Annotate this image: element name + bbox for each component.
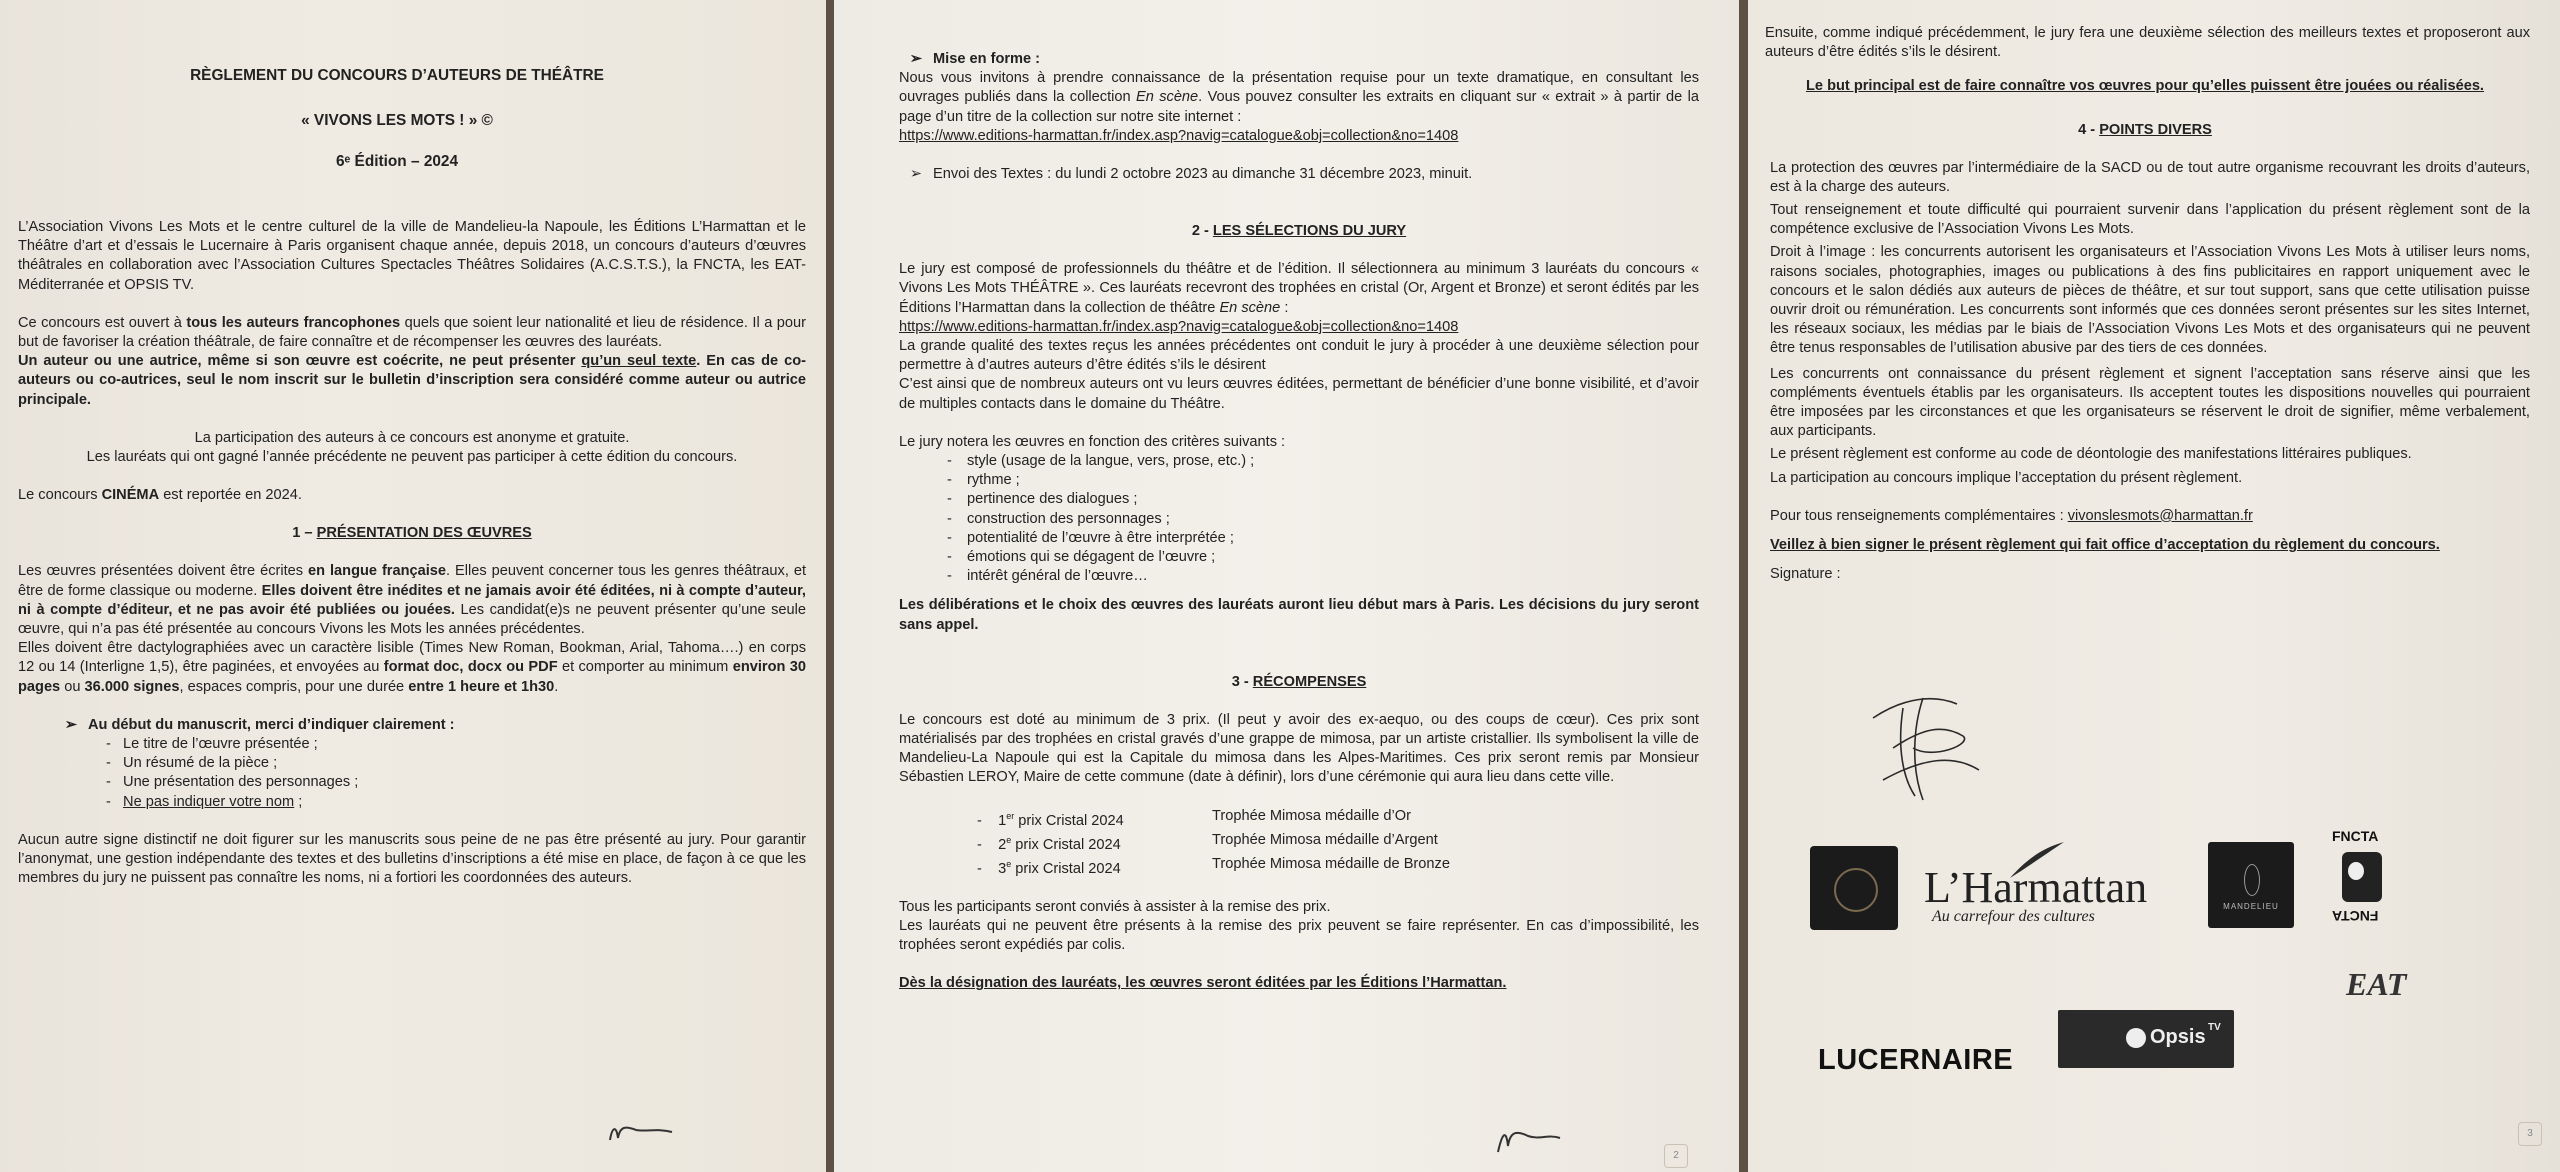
arrow-bullet-icon: ➢ xyxy=(909,166,923,183)
section-4-number: 4 - xyxy=(2078,121,2100,138)
cinema-text-b: CINÉMA xyxy=(101,487,160,504)
page-1 xyxy=(0,0,826,1172)
send-dates-text: Envoi des Textes : du lundi 2 octobre 2023 au dimanche 31 décembre 2023, minuit. xyxy=(933,166,1473,183)
open-text-a: Ce concours est ouvert à xyxy=(18,314,187,331)
list-item: - rythme ; xyxy=(947,471,1699,490)
prizes-list xyxy=(977,807,1699,879)
fncta-logo xyxy=(2328,828,2398,928)
open-paragraph xyxy=(18,314,806,352)
prize-rank-number: 2 xyxy=(998,836,1007,853)
prize-rank-number: 3 xyxy=(998,860,1007,877)
anonymous-note: La participation des auteurs à ce concours est anonyme et gratuite. xyxy=(194,429,630,446)
works-text-a: Les œuvres présentées doivent être écrites xyxy=(18,563,309,580)
mandelieu-label: MANDELIEU xyxy=(2223,902,2279,911)
prize-rank-suffix: e xyxy=(1006,858,1012,869)
image-rights-paragraph: Droit à l’image : les concurrents autorisent les organisateurs et l’Association Vivons Les Mots à utiliser leurs noms, raisons sociales, photographies, images ou publications à des fins publicitaires en rapport uniquement avec le concours et le salon dédiés aux auteurs de pièces de théâtre, et sur tout support, sans que cette utilisation puisse ouvrir droit ou rémunération. Les concurrents sont informés que ces données seront présentes sur les sites Internet, les réseaux sociaux, les médias par le biais de l’Association Vivons Les Mots et des organisateurs qui ne peuvent être tenus responsables de l’utilisation abusive par des tiers de ces données. xyxy=(1770,244,2530,357)
send-dates xyxy=(899,165,1699,184)
jury-text-a: Le jury est composé de professionnels du théâtre et de l’édition. Il sélectionnera au minimum 3 lauréats du concours « Vivons Les Mots THÉÂTRE ». Ces lauréats recevront des trophées en cristal (Or, Argent et Bronze) et seront édités par les Éditions l’Harmattan dans la collection de théâtre xyxy=(899,261,1699,316)
cinema-text-c: est reportée en 2024. xyxy=(159,487,302,504)
prize-label: prix Cristal 2024 xyxy=(1011,836,1121,853)
no-name-tail: ; xyxy=(294,793,303,810)
arrow-bullet-icon: ➢ xyxy=(909,51,923,67)
typed-text-h: entre 1 heure et 1h30 xyxy=(408,678,555,695)
sign-request: Veillez à bien signer le présent règlement qui fait office d’acceptation du règlement du concours. xyxy=(1770,537,2440,554)
opsis-tv-logo xyxy=(2058,1010,2234,1068)
list-item: - Un résumé de la pièce ; xyxy=(106,754,806,773)
manuscript-heading xyxy=(18,716,806,735)
initials-signature-icon xyxy=(606,1118,676,1148)
format-text-b: En scène xyxy=(1136,89,1199,106)
section-3-number: 3 - xyxy=(1231,673,1253,690)
fncta-label-bottom: FNCTA xyxy=(2332,908,2379,924)
jury-text-c: : xyxy=(1280,299,1289,316)
second-selection-paragraph: La grande qualité des textes reçus les années précédentes ont conduit le jury à procéder à une deuxième sélection pour permettre à d’autres auteurs d’être édités s’ils le désirent xyxy=(899,338,1699,374)
page-number: 3 xyxy=(2518,1122,2542,1146)
harmattan-logo xyxy=(1924,840,2154,930)
page-gap xyxy=(826,0,834,1172)
invited-paragraph: Tous les participants seront conviés à assister à la remise des prix. xyxy=(899,898,1331,915)
format-heading-text: Mise en forme : xyxy=(933,51,1041,67)
cinema-note xyxy=(18,486,806,505)
prize-trophy: Trophée Mimosa médaille de Bronze xyxy=(1212,855,1450,872)
typed-text-f: 36.000 signes xyxy=(84,678,180,695)
opsis-tv-label: TV xyxy=(2208,1022,2221,1033)
list-item: - Une présentation des personnages ; xyxy=(106,773,806,792)
protection-paragraph: La protection des œuvres par l’intermédiaire de la SACD ou de tout autre organisme recouvrant les droits d’auteurs, est à la charge des auteurs. xyxy=(1770,159,2530,195)
section-4-title: POINTS DIVERS xyxy=(2099,121,2212,138)
coauthor-text-a: Un auteur ou une autrice, même si son œuvre est coécrite, ne peut présenter xyxy=(18,353,582,370)
prize-rank: - 2e prix Cristal 2024 xyxy=(977,834,1121,853)
list-item: - émotions qui se dégagent de l’œuvre ; xyxy=(947,548,1699,567)
coauthor-text-c: . En cas de co-auteurs ou co-autrices, seul le nom inscrit sur le bulletin d’inscription sera considéré comme auteur ou autrice principale. xyxy=(18,353,806,408)
visibility-paragraph: C’est ainsi que de nombreux auteurs ont vu leurs œuvres éditées, permettant de bénéficier d’une bonne visibilité, et d’avoir de multiples contacts dans le domaine du Théâtre. xyxy=(899,376,1699,412)
prize-trophy: Trophée Mimosa médaille d’Or xyxy=(1212,807,1411,824)
no-name-instruction: Ne pas indiquer votre nom xyxy=(123,793,295,810)
works-text-e: Les candidat(e)s ne peuvent présenter qu’une seule œuvre, qui n’a pas été présentée au concours Vivons les Mots les années précédentes. xyxy=(18,601,806,638)
typed-text-a: Elles doivent être dactylographiées avec un caractère lisible (Times New Roman, Bookman, Arial, Tahoma….) en corps 12 ou 14 (Interligne 1,5), être paginées, et envoyées au xyxy=(18,640,806,676)
page-gap xyxy=(1739,0,1748,1172)
format-text-a: Nous vous invitons à prendre connaissance de la présentation requise pour un texte dramatique, en consultant les ouvrages publiés dans la collection xyxy=(899,70,1699,106)
lucernaire-logo: LUCERNAIRE xyxy=(1818,1044,2014,1076)
typed-text-i: . xyxy=(554,678,559,695)
coauthor-paragraph xyxy=(18,352,806,410)
harmattan-name: L’Harmattan xyxy=(1924,863,2148,912)
coauthor-text-b: qu’un seul texte xyxy=(581,353,697,370)
anonymity-paragraph: Aucun autre signe distinctif ne doit figurer sur les manuscrits sous peine de ne pas être présenté au jury. Pour garantir l’anonymat, une gestion indépendante des textes et des bulletins d’inscriptions a été mise en place, de façon à ce que les membres du jury ne puissent pas connaître les noms, ni a fortiori les coordonnées des auteurs. xyxy=(18,831,806,887)
works-text-c: . Elles peuvent concerner tous les genres théâtraux, et être de forme classique ou moderne. xyxy=(18,563,806,599)
typed-text-b: format doc, docx ou PDF xyxy=(383,659,558,676)
manuscript-heading-text: Au début du manuscrit, merci d’indiquer clairement : xyxy=(88,716,455,733)
prize-rank: - 1er prix Cristal 2024 xyxy=(977,810,1124,829)
deontology-paragraph: Le présent règlement est conforme au code de déontologie des manifestations littéraires publiques. xyxy=(1770,446,2412,463)
main-goal: Le but principal est de faire connaître vos œuvres pour qu’elles puissent être jouées ou réalisées. xyxy=(1805,78,2484,95)
prize-rank: - 3e prix Cristal 2024 xyxy=(977,858,1121,877)
handwritten-signature-icon xyxy=(1853,688,1993,808)
intro-paragraph: L’Association Vivons Les Mots et le centre culturel de la ville de Mandelieu-la Napoule, les Éditions L’Harmattan et le Théâtre d’art et d’essais le Lucernaire à Paris organisent chaque année, depuis 2018, un concours d’auteurs d’œuvres théâtrales en collaboration avec l’Association Cultures Spectacles Théâtres Solidaires (A.C.S.T.S.), la FNCTA, les EAT-Méditerranée et OPSIS TV. xyxy=(18,219,806,293)
contact-line xyxy=(1760,507,2530,526)
section-1-number: 1 – xyxy=(292,525,317,542)
works-paragraph xyxy=(18,562,806,639)
prize-rank-suffix: er xyxy=(1006,810,1015,821)
section-1-heading xyxy=(18,524,806,543)
section-2-number: 2 - xyxy=(1191,223,1213,240)
eat-label: EAT xyxy=(2346,966,2407,1002)
fncta-label: FNCTA xyxy=(2332,828,2379,844)
section-4-heading xyxy=(1760,121,2530,140)
collection-link[interactable]: https://www.editions-harmattan.fr/index.asp?navig=catalogue&obj=collection&no=1408 xyxy=(899,127,1459,144)
list-item: - style (usage de la langue, vers, prose, etc.) ; xyxy=(947,452,1699,471)
prize-label: prix Cristal 2024 xyxy=(1014,812,1124,829)
works-text-d: Elles doivent être inédites et ne jamais avoir été éditées, ni à compte d’auteur, ni à compte d’éditeur, et ne pas avoir été publiées ou jouées. xyxy=(18,582,806,618)
open-text-b: tous les auteurs francophones xyxy=(186,314,401,331)
prize-row xyxy=(977,807,1699,831)
section-3-heading xyxy=(899,673,1699,692)
edition-label: 6ᵉ Édition – 2024 xyxy=(335,153,459,170)
prize-row xyxy=(977,831,1699,855)
criteria-intro: Le jury notera les œuvres en fonction des critères suivants : xyxy=(899,433,1286,450)
harmattan-tagline: Au carrefour des cultures xyxy=(1932,908,2095,925)
second-selection-note: Ensuite, comme indiqué précédemment, le jury fera une deuxième sélection des meilleurs textes et proposeront aux auteurs d’être édités s’ils le désirent. xyxy=(1765,25,2530,61)
typed-text-c: et comporter au minimum xyxy=(557,659,733,676)
works-text-b: en langue française xyxy=(308,563,447,580)
prize-rank-suffix: e xyxy=(1006,834,1012,845)
page-2 xyxy=(834,0,1739,1172)
typed-text-d: environ 30 pages xyxy=(18,659,807,695)
rules-title: RÈGLEMENT DU CONCOURS D’AUTEURS DE THÉÂTRE xyxy=(190,67,604,84)
published-paragraph: Dès la désignation des lauréats, les œuvres seront éditées par les Éditions l’Harmattan. xyxy=(899,975,1507,992)
contact-label: Pour tous renseignements complémentaires : xyxy=(1770,507,2068,524)
initials-signature-icon xyxy=(1494,1122,1564,1156)
section-2-heading xyxy=(899,222,1699,241)
jury-paragraph xyxy=(899,260,1699,318)
info-paragraph: Tout renseignement et toute difficulté qui pourraient survenir dans l’application du présent règlement sont de la compétence exclusive de l’Association Vivons Les Mots. xyxy=(1770,202,2530,238)
signature-label: Signature : xyxy=(1770,566,1841,583)
criteria-list xyxy=(899,452,1699,586)
deliberation-paragraph: Les délibérations et le choix des œuvres des lauréats auront lieu début mars à Paris. Les décisions du jury seront sans appel. xyxy=(899,597,1699,633)
mandelieu-logo xyxy=(2208,842,2294,928)
represent-paragraph: Les lauréats qui ne peuvent être présents à la remise des prix peuvent se faire représenter. En cas d’impossibilité, les trophées seront expédiés par colis. xyxy=(899,918,1699,954)
jury-link-line[interactable] xyxy=(899,318,1699,337)
list-item xyxy=(106,793,806,812)
list-item: - pertinence des dialogues ; xyxy=(947,490,1699,509)
play-icon xyxy=(2126,1028,2146,1048)
typed-paragraph xyxy=(18,639,806,697)
list-item: - Le titre de l’œuvre présentée ; xyxy=(106,735,806,754)
section-2-title: LES SÉLECTIONS DU JURY xyxy=(1212,223,1407,240)
eat-logo xyxy=(2346,966,2406,1026)
section-3-title: RÉCOMPENSES xyxy=(1252,673,1367,690)
format-text-c: . Vous pouvez consulter les extraits en cliquant sur « extrait » à partir de la page d’un titre de la collection sur notre site internet : xyxy=(899,89,1699,125)
acceptance-paragraph: Les concurrents ont connaissance du présent règlement et signent l’acceptation sans réserve ainsi que les compléments éventuels établis par les organisateurs. Ils acceptent toutes les dispositions nouvelles qui pourraient être imposées par les circonstances et que les organisateurs se réservent le droit de signifier, même verbalement, aux participants. xyxy=(1770,365,2530,440)
jury-collection-link[interactable]: https://www.editions-harmattan.fr/index.asp?navig=catalogue&obj=collection&no=1408 xyxy=(899,318,1459,335)
opsis-label: Opsis xyxy=(2150,1026,2206,1048)
page-3 xyxy=(1748,0,2560,1172)
list-item: - potentialité de l’œuvre à être interprétée ; xyxy=(947,529,1699,548)
cinema-text-a: Le concours xyxy=(18,487,102,504)
prize-rank-number: 1 xyxy=(998,812,1007,829)
manuscript-list xyxy=(18,735,806,812)
format-heading xyxy=(899,50,1699,69)
jury-text-b: En scène xyxy=(1219,299,1281,316)
prize-label: prix Cristal 2024 xyxy=(1011,860,1121,877)
previous-winners-note: Les lauréats qui ont gagné l’année précédente ne peuvent pas participer à cette édition du concours. xyxy=(86,449,738,466)
typed-text-g: , espaces compris, pour une durée xyxy=(179,678,409,695)
association-logo xyxy=(1810,846,1898,930)
prize-row xyxy=(977,855,1699,879)
contact-email-link[interactable]: vivonslesmots@harmattan.fr xyxy=(2067,507,2253,524)
prize-trophy: Trophée Mimosa médaille d’Argent xyxy=(1212,831,1438,848)
page-number: 2 xyxy=(1664,1144,1688,1168)
list-item: - construction des personnages ; xyxy=(947,510,1699,529)
participation-paragraph: La participation au concours implique l’acceptation du présent règlement. xyxy=(1770,469,2243,486)
open-text-c: quels que soient leur nationalité et lieu de résidence. Il a pour but de favoriser la création théâtrale, de faire connaître et de récompenser les œuvres des lauréats. xyxy=(18,314,806,351)
format-link[interactable] xyxy=(899,127,1699,146)
typed-text-e: ou xyxy=(60,678,85,695)
format-paragraph xyxy=(899,69,1699,127)
arrow-bullet-icon: ➢ xyxy=(64,716,78,733)
section-1-title: PRÉSENTATION DES ŒUVRES xyxy=(316,525,532,542)
contest-name: « VIVONS LES MOTS ! » © xyxy=(301,112,493,129)
list-item: - intérêt général de l’œuvre… xyxy=(947,567,1699,586)
prizes-paragraph: Le concours est doté au minimum de 3 prix. (Il peut y avoir des ex-aequo, ou des coups de cœur). Ces prix sont matérialisés par des trophées en cristal gravés d’une grappe de mimosa, par un artiste cristallier. Ils symbolisent la ville de Mandelieu-La Napoule qui est la Capitale du mimosa dans les Alpes-Maritimes. Ces prix seront remis par Monsieur Sébastien LEROY, Maire de cette commune (date à définir), lors d’une cérémonie qui aura lieu dans cette ville. xyxy=(899,711,1699,786)
